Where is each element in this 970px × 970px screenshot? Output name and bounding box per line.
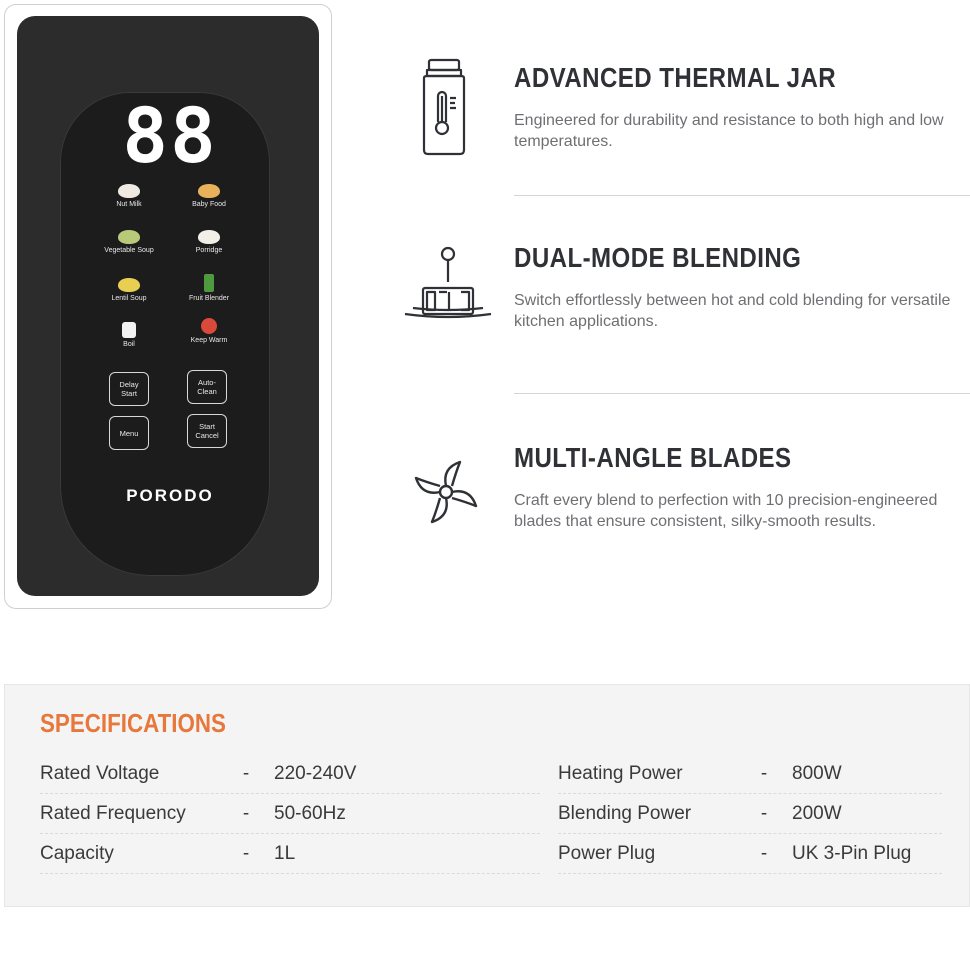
mode-vegetable-soup — [93, 230, 165, 254]
menu-button[interactable]: Menu — [109, 416, 149, 450]
feature-description: Engineered for durability and resistance to both high and low temperatures. — [514, 112, 944, 150]
multi-angle-blades-icon — [412, 458, 480, 526]
spec-separator: - — [242, 762, 250, 784]
spec-row — [558, 754, 942, 794]
mode-fruit-blender — [173, 274, 245, 302]
spec-separator: - — [242, 842, 250, 864]
mode-label: Fruit Blender — [188, 295, 230, 302]
feature-title: MULTI-ANGLE BLADES — [514, 442, 792, 473]
spec-value: 1L — [274, 842, 296, 864]
spec-separator: - — [760, 842, 768, 864]
spec-label: Rated Frequency — [40, 802, 186, 824]
spec-value: 200W — [792, 802, 842, 824]
divider — [514, 393, 970, 394]
mode-label: Lentil Soup — [111, 295, 147, 302]
mode-label: Porridge — [195, 247, 223, 254]
feature-description: Switch effortlessly between hot and cold blending for versatile kitchen applications. — [514, 292, 951, 330]
spec-label: Blending Power — [558, 802, 692, 824]
mode-label: Nut Milk — [116, 201, 142, 208]
kettle-icon — [122, 322, 136, 338]
spec-row — [40, 834, 540, 874]
mode-label: Vegetable Soup — [104, 247, 154, 254]
delay-start-button[interactable]: Delay Start — [109, 372, 149, 406]
mode-boil — [93, 322, 165, 348]
fruit-blender-icon — [204, 274, 214, 292]
spec-label: Heating Power — [558, 762, 683, 784]
mode-lentil-soup — [93, 278, 165, 302]
blender-blade-icon — [403, 244, 493, 324]
spec-label: Rated Voltage — [40, 762, 160, 784]
mode-baby-food — [173, 184, 245, 208]
spec-row — [40, 754, 540, 794]
mode-porridge — [173, 230, 245, 254]
start-cancel-button[interactable]: Start Cancel — [187, 414, 227, 448]
mode-label: Baby Food — [192, 201, 226, 208]
spec-row — [558, 834, 942, 874]
spec-value: 220-240V — [274, 762, 357, 784]
mode-label: Boil — [123, 341, 135, 348]
mode-keep-warm — [173, 318, 245, 344]
nut-milk-icon — [118, 184, 140, 198]
spec-value: 800W — [792, 762, 842, 784]
mode-nut-milk — [93, 184, 165, 208]
thermal-jar-icon — [416, 58, 472, 156]
led-display: 88 — [122, 91, 218, 180]
divider — [514, 195, 970, 196]
mode-label: Keep Warm — [190, 337, 228, 344]
specifications-heading: SPECIFICATIONS — [40, 708, 226, 738]
spec-row — [40, 794, 540, 834]
auto-clean-button[interactable]: Auto- Clean — [187, 370, 227, 404]
spec-row — [558, 794, 942, 834]
baby-food-icon — [198, 184, 220, 198]
spec-value: UK 3-Pin Plug — [792, 842, 912, 864]
spec-label: Capacity — [40, 842, 114, 864]
feature-description: Craft every blend to perfection with 10 precision-engineered blades that ensure consistent, silky-smooth results. — [514, 492, 938, 530]
spec-separator: - — [760, 802, 768, 824]
thermometer-icon — [201, 318, 217, 334]
vegetable-soup-icon — [118, 230, 140, 244]
spec-separator: - — [242, 802, 250, 824]
brand-logo: PORODO — [126, 486, 214, 505]
feature-title: ADVANCED THERMAL JAR — [514, 62, 837, 93]
spec-label: Power Plug — [558, 842, 656, 864]
spec-value: 50-60Hz — [274, 802, 346, 824]
porridge-icon — [198, 230, 220, 244]
lentil-soup-icon — [118, 278, 140, 292]
feature-title: DUAL-MODE BLENDING — [514, 242, 802, 273]
spec-separator: - — [760, 762, 768, 784]
